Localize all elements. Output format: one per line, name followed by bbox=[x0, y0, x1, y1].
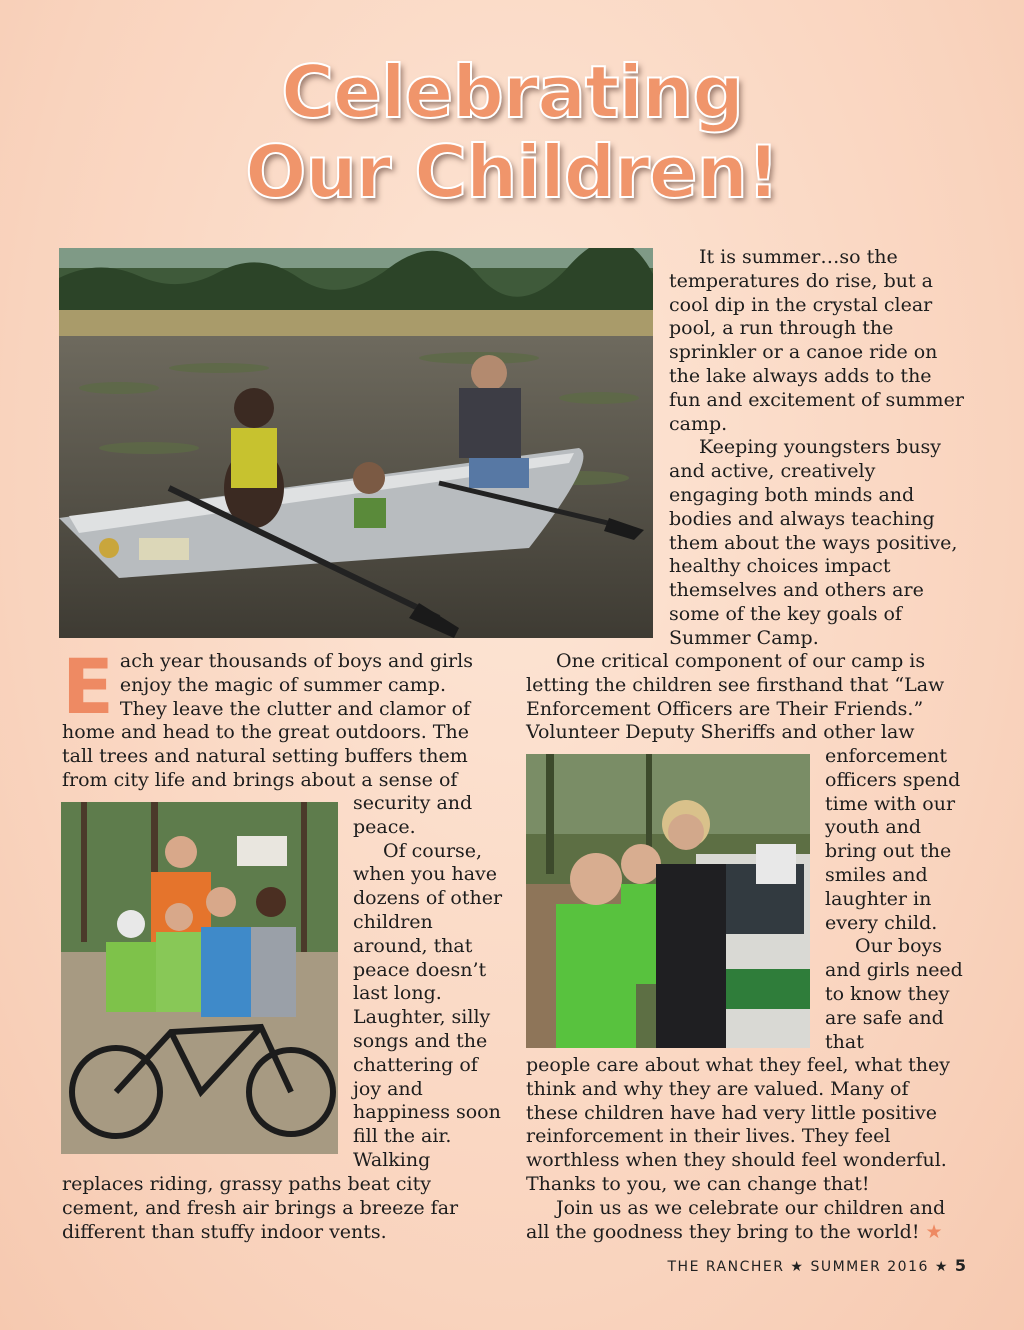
intro-column-right bbox=[669, 246, 969, 651]
intro-paragraph: ach year thousands of boys and girls enjoy the magic of summer camp. They leave the clutter and clamor of home and head to the great outdoors. The tall trees and natural setting buffers them from city life and brings about a sense of bbox=[62, 650, 473, 791]
right-column-top bbox=[526, 650, 966, 745]
drop-cap-letter: E bbox=[62, 642, 114, 731]
page-number: 5 bbox=[954, 1256, 966, 1275]
paragraph-closing bbox=[526, 1197, 966, 1245]
footer-star-icon: ★ bbox=[790, 1259, 805, 1275]
paragraph-camp-goals: Keeping youngsters busy and active, creatively engaging both minds and bodies and always teaching them about the ways positive, healthy choices impact themselves and others are some of the key goals of Summer Camp. bbox=[669, 436, 958, 649]
security-line: security and peace. bbox=[353, 792, 473, 838]
paragraph-peace: Of course, when you have dozens of other children around, that peace doesn’t last long. Laughter, silly songs and the chattering of joy and happiness soon fill the air. Walking bbox=[353, 839, 503, 1171]
closing-text: Join us as we celebrate our children and all the goodness they bring to the world! bbox=[526, 1196, 946, 1243]
page-footer bbox=[668, 1256, 967, 1275]
officers-line: enforcement officers spend time with our youth and bring out the smiles and laughter in every child. bbox=[825, 745, 961, 934]
footer-star-icon-2: ★ bbox=[934, 1259, 949, 1275]
canoe-photo-illustration bbox=[59, 248, 653, 638]
footer-publication: THE RANCHER bbox=[667, 1259, 785, 1275]
left-column-after-photo bbox=[62, 1173, 492, 1244]
left-column-beside-photo bbox=[353, 792, 503, 1173]
paragraph-law-enforcement: One critical component of our camp is letting the children see firsthand that “Law Enforcement Officers are Their Friends.” Volunteer Deputy Sheriffs and other law bbox=[526, 650, 945, 744]
paragraph-safe: Our boys and girls need to know they are safe and that bbox=[825, 935, 963, 1053]
paragraph-care: people care about what they feel, what they think and why they are valued. Many of these children have had very little positive reinforcement in their lives. They feel worthless when they should feel wonderful. Thanks to you, we can change that! bbox=[526, 1054, 950, 1195]
title-line-1: Celebrating bbox=[281, 50, 743, 134]
title-line-2: Our Children! bbox=[245, 130, 779, 214]
end-star-icon: ★ bbox=[925, 1220, 943, 1243]
page-title bbox=[0, 52, 1024, 212]
canoe-photo bbox=[59, 248, 653, 638]
left-column-intro bbox=[62, 642, 492, 793]
paragraph-walking: replaces riding, grassy paths beat city cement, and fresh air brings a breeze far different than stuffy indoor vents. bbox=[62, 1173, 459, 1243]
paragraph-summer-heat: It is summer…so the temperatures do rise, but a cool dip in the crystal clear pool, a run through the sprinkler or a canoe ride on the lake always adds to the fun and excitement of summer camp. bbox=[669, 246, 964, 435]
deputy-photo-illustration bbox=[526, 754, 810, 1048]
footer-issue: SUMMER 2016 bbox=[810, 1259, 929, 1275]
right-column-after-photo bbox=[526, 1054, 966, 1244]
bike-photo-illustration bbox=[61, 802, 338, 1154]
right-column-beside-photo bbox=[825, 745, 975, 1054]
bike-photo bbox=[61, 802, 338, 1154]
deputy-photo bbox=[526, 754, 810, 1048]
